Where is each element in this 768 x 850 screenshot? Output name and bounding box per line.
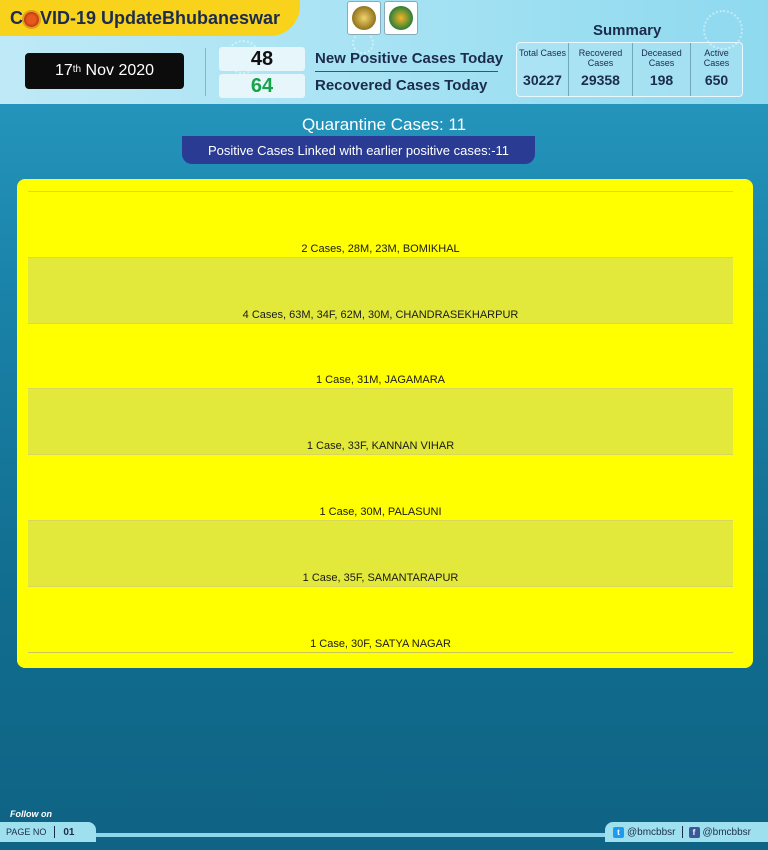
summary-value: 29358: [581, 72, 620, 88]
date-badge: [25, 53, 184, 89]
summary-panel: [516, 42, 743, 97]
twitter-icon[interactable]: t: [613, 827, 624, 838]
summary-label: Deceased Cases: [641, 48, 682, 68]
title-text: VID-19 Update: [40, 7, 163, 28]
linked-cases-banner: Positive Cases Linked with earlier positive cases:-11: [182, 136, 535, 164]
summary-recovered: [569, 43, 633, 96]
date-day: 17: [54, 62, 73, 79]
title-prefix: C: [10, 7, 23, 28]
list-item: 1 Case, 35F, SAMANTARAPUR: [28, 521, 733, 587]
header: [0, 0, 768, 104]
page-number-box: [0, 822, 96, 842]
summary-value: 30227: [523, 72, 562, 88]
new-positive-count: 48: [219, 47, 305, 71]
recovered-label: Recovered Cases Today: [315, 77, 488, 94]
page-number: 01: [63, 826, 75, 838]
cases-list-panel: [17, 179, 753, 668]
date-suffix: th: [72, 63, 82, 75]
quarantine-title: Quarantine Cases: 11: [301, 115, 467, 134]
facebook-icon[interactable]: f: [689, 827, 700, 838]
summary-label: Recovered Cases: [578, 48, 623, 68]
new-positive-label: New Positive Cases Today: [315, 50, 504, 67]
page-label: PAGE NO: [6, 827, 47, 837]
list-item: 1 Case, 30M, PALASUNI: [28, 455, 733, 521]
facebook-handle[interactable]: @bmcbbsr: [702, 826, 751, 838]
virus-icon: [24, 12, 39, 27]
summary-deceased: [633, 43, 691, 96]
recovered-count: 64: [219, 74, 305, 98]
list-item: 1 Case, 31M, JAGAMARA: [28, 324, 733, 390]
summary-label: Active Cases: [703, 48, 730, 68]
summary-title: Summary: [593, 22, 662, 39]
bmc-logo: [384, 1, 418, 35]
list-item: 1 Case, 33F, KANNAN VIHAR: [28, 389, 733, 455]
date-rest: Nov 2020: [81, 62, 155, 79]
list-item: 1 Case, 30F, SATYA NAGAR: [28, 587, 733, 653]
odisha-emblem-logo: [347, 1, 381, 35]
header-divider: [205, 48, 206, 96]
page-title: [0, 0, 300, 36]
social-links: [605, 822, 768, 842]
summary-value: 650: [704, 72, 729, 88]
list-item: 2 Cases, 28M, 23M, BOMIKHAL: [28, 192, 733, 258]
summary-value: 198: [649, 72, 674, 88]
cases-list: [28, 192, 733, 653]
page-separator: [54, 826, 55, 838]
summary-active: [691, 43, 742, 96]
summary-label: Total Cases: [518, 48, 567, 58]
title-city: Bhubaneswar: [162, 7, 281, 28]
list-item: 4 Cases, 63M, 34F, 62M, 30M, CHANDRASEKHARPUR: [28, 258, 733, 324]
summary-total: [517, 43, 569, 96]
twitter-handle[interactable]: @bmcbbsr: [627, 826, 676, 838]
social-separator: [682, 826, 683, 838]
label-divider: [315, 71, 498, 72]
follow-on-label: Follow on: [10, 809, 52, 819]
